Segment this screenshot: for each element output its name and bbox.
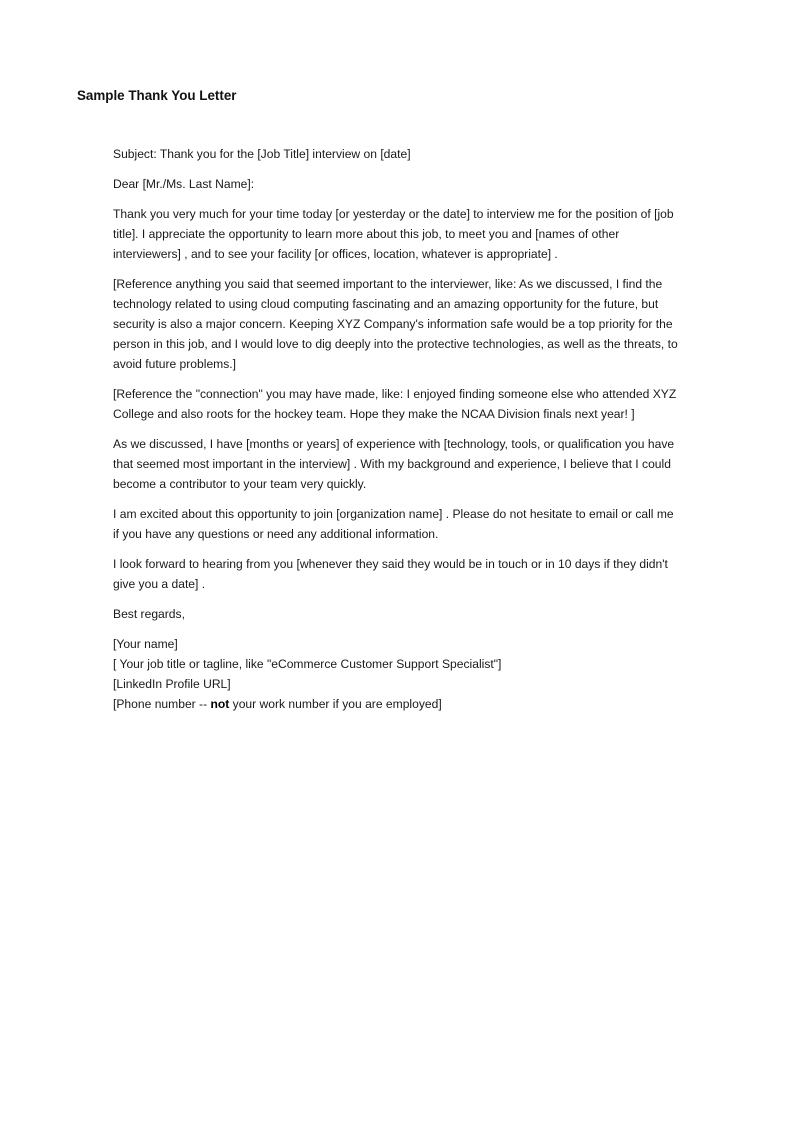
letter-subject: Subject: Thank you for the [Job Title] interview on [date] [113,147,411,161]
letter-salutation: Dear [Mr./Ms. Last Name]: [113,177,255,191]
signature-phone-emphasis: not [210,697,230,711]
letter-paragraph-4: As we discussed, I have [months or years] of experience with [technology, tools, or qualification you have that seemed most important in the interview] . With my background and experience, I believe that I could become a contributor to your team very quickly. [113,437,675,491]
letter-paragraph-1: Thank you very much for your time today [or yesterday or the date] to interview me for the position of [job title]. I appreciate the opportunity to learn more about this job, to meet you and [names of other interviewers] , and to see your facility [or offices, location, whatever is appropriate] . [113,207,674,261]
letter-paragraph-5: I am excited about this opportunity to join [organization name] . Please do not hesitate to email or call me if you have any questions or need any additional information. [113,507,674,541]
signature-phone [113,694,683,714]
signature-block [113,634,683,714]
document-title: Sample Thank You Letter [77,88,237,103]
signature-name: [Your name] [113,637,178,651]
signature-phone-suffix: your work number if you are employed] [229,697,442,711]
letter-paragraph-3: [Reference the "connection" you may have made, like: I enjoyed finding someone else who attended XYZ College and also roots for the hockey team. Hope they make the NCAA Division finals next year! ] [113,387,677,421]
letter-paragraph-2: [Reference anything you said that seemed important to the interviewer, like: As we discussed, I find the technology related to using cloud computing fascinating and an amazing opportunity for the future, but security is also a major concern. Keeping XYZ Company's information safe would be a top priority for the person in this job, and I would love to dig deeply into the protective technologies, as well as the threats, to avoid future problems.] [113,277,678,371]
signature-linkedin: [LinkedIn Profile URL] [113,677,231,691]
letter-paragraph-6: I look forward to hearing from you [whenever they said they would be in touch or in 10 days if they didn't give you a date] . [113,557,668,591]
letter-body [113,144,683,714]
signature-phone-prefix: [Phone number -- [113,697,211,711]
signature-tagline: [ Your job title or tagline, like "eCommerce Customer Support Specialist"] [113,657,502,671]
letter-closing: Best regards, [113,607,185,621]
